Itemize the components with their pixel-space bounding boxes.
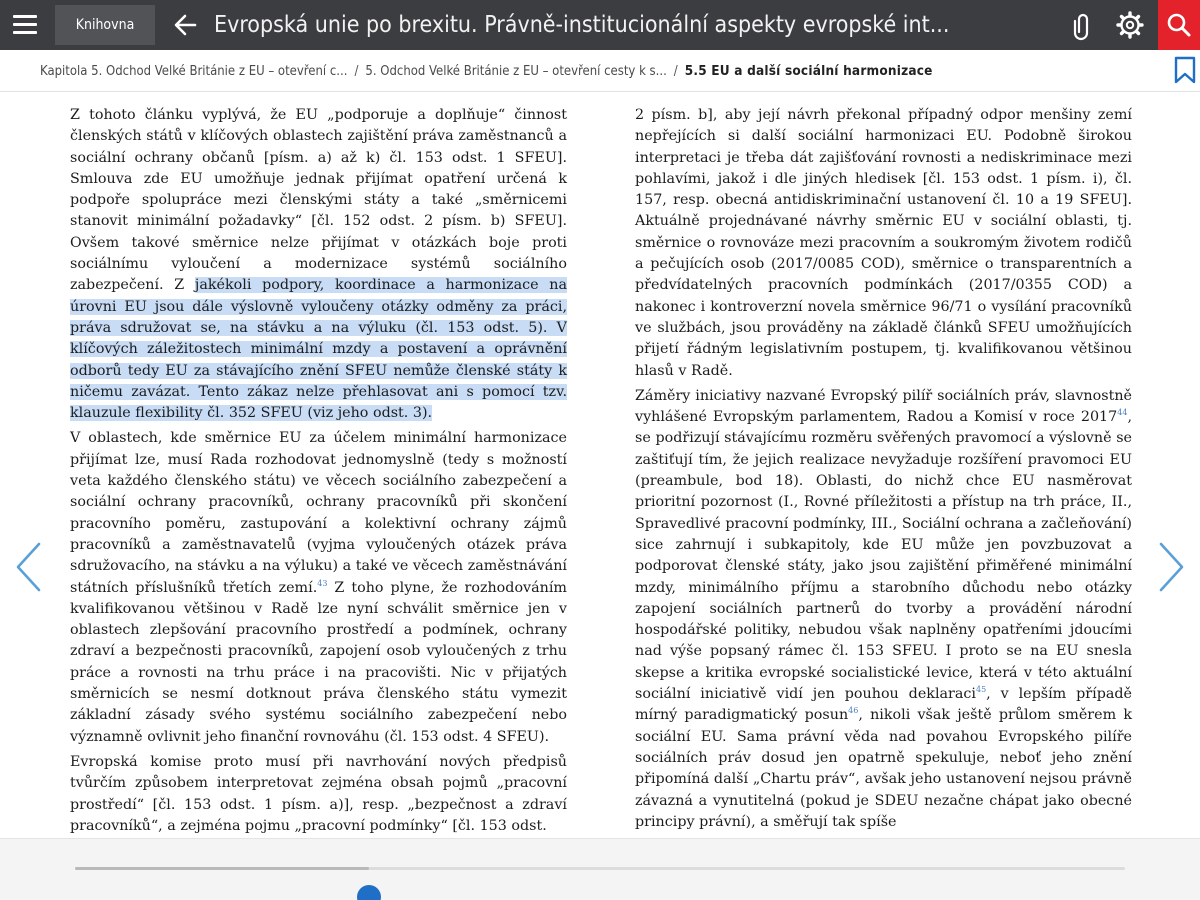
text-segment: V oblastech, kde směrnice EU za účelem minimální harmonizace přijímat lze, musí Rada rozhodovat jednomyslně (tedy s možností veta každého členského státu) ve věcech sociálního zabezpečení a sociální ochrany pracovníků, ochrany pracovníků při skončení pracovního poměru, zastupování a kolektivní ochrany zájmů pracovníků a zaměstnavatelů (vyjma vyloučených otázek práva sdružovacího, na stávku a na výluku) a také ve věcech zaměstnávání státních příslušníků třetích zemí. [70,430,567,596]
book-title: Evropská unie po brexitu. Právně-institucionální aspekty evropské int... [214,12,950,38]
breadcrumb-item-section[interactable]: 5. Odchod Velké Británie z EU – otevření cesty k s... [365,64,667,79]
text-column-right[interactable] [635,105,1132,837]
library-button[interactable]: Knihovna [55,5,155,45]
breadcrumb [0,50,1200,92]
footnote-marker[interactable]: 45 [975,685,987,695]
settings-button[interactable] [1110,5,1150,45]
reading-progress-slider[interactable] [75,867,1125,870]
bookmark-icon [1172,55,1198,85]
text-segment: Evropská komise proto musí při navrhování nových předpisů tvůrčím způsobem interpretovat zejména obsah pojmů „pracovní prostředí“ [čl. 153 odst. 1 písm. a)], resp. „bezpečnost a zdraví pracovníků“, a zejména pojmu „pracovní podmínky“ [čl. 153 odst. [70,753,567,834]
chevron-left-icon [10,539,46,595]
previous-page-button[interactable] [10,539,46,595]
footnote-marker[interactable]: 43 [317,578,328,588]
footnote-marker[interactable]: 44 [1117,408,1128,418]
back-arrow-icon [166,5,206,45]
bottom-bar [0,838,1200,900]
text-segment: 2 písm. b], aby její návrh překonal případný odpor menšiny zemí nepřejících si další sociální harmonizaci EU. Podobně širokou interpretaci je třeba dát zajišťování rovnosti a nediskriminace mezi pohlavími, jakož i dle jiných hledisek [čl. 153 odst. 1 písm. i), čl. 157, resp. obecná antidiskriminační ustanovení čl. 10 a 19 SFEU]. Aktuálně projednávané návrhy směrnic EU v sociální oblasti, tj. směrnice o rovnováze mezi pracovním a soukromým životem rodičů a pečujících osob (2017/0085 COD), směrnice o transparentních a předvídatelných pracovních podmínkách (2017/0355 COD) a nakonec i kontroverzní novela směrnice 96/71 o vysílání pracovníků ve službách, jsou prováděny na základě článků SFEU umožňujících přijetí řádným legislativním postupem, tj. kvalifikovanou většinou hlasů v Radě. [635,107,1132,379]
text-segment: Z tohoto článku vyplývá, že EU „podporuje a doplňuje“ činnost členských států v klíčových oblastech zajištění práva zaměstnanců a sociální ochrany občanů [písm. a) až k) čl. 153 odst. 1 SFEU]. Smlouva zde EU umožňuje jednak přijímat opatření určená k podpoře spolupráce mezi členskými státy a také „směrnicemi stanovit minimální požadavky“ [čl. 152 odst. 2 písm. b) SFEU]. Ovšem takové směrnice nelze přijímat v otázkách boje proti sociálnímu vyloučení a modernizace systémů sociálního zabezpečení. Z [70,107,567,294]
breadcrumb-item-current: 5.5 EU a další sociální harmonizace [684,63,933,79]
footnote-marker[interactable]: 46 [848,706,859,716]
text-column-left[interactable] [70,105,567,838]
reading-area [0,93,1200,838]
menu-button[interactable] [0,0,50,50]
attachments-button[interactable] [1062,5,1102,45]
next-page-button[interactable] [1154,539,1190,595]
breadcrumb-separator: / [354,64,359,79]
bookmark-button[interactable] [1172,55,1198,85]
search-button[interactable] [1158,0,1200,50]
text-segment: Záměry iniciativy nazvané Evropský pilíř sociálních práv, slavnostně vyhlášené Evropským parlamentem, Radou a Komisí v roce 2017 [635,387,1132,426]
breadcrumb-item-chapter[interactable]: Kapitola 5. Odchod Velké Británie z EU – otevření c... [40,64,348,79]
search-icon [1158,0,1200,50]
text-segment: , nikoli však ještě průlom směrem k sociální EU. Sama právní věda nad povahou Evropského pilíře sociálních práv dosud jen opatrně spekuluje, neboť jeho znění připomíná další „Chartu práv“, avšak jeho ustanovení nejsou právně závazná a vynutitelná (pokud je SDEU nezačne chápat jako obecné principy právní), a směřují tak spíše [635,707,1132,830]
back-button[interactable] [166,5,206,45]
text-segment: Z toho plyne, že rozhodováním kvalifikovanou většinou v Radě lze nyní schválit směrnice jen v oblastech zlepšování pracovního prostředí a podmínek, ochrany zdraví a bezpečnosti pracovníků, zapojení osob vyloučených z trhu práce a rovnosti na trhu práce i na pracovišti. Nic v přijatých směrnicích se nesmí dotknout práva členského státu vymezit základní zásady svého systému sociálního zabezpečení nebo významně ovlivnit jeho finanční rovnováhu (čl. 153 odst. 4 SFEU). [70,579,567,745]
highlighted-text: jakékoli podpory, koordinace a harmonizace na úrovni EU jsou dále výslovně vyloučeny otázky odměny za práci, práva sdružovat se, na stávku a na výluku (čl. 153 odst. 5). V klíčových záležitostech minimální mzdy a postavení a oprávnění odborů tedy EU za stávajícího znění SFEU nemůže členské státy k ničemu zavázat. Tento zákaz nelze přehlasovat ani s pomocí tzv. klauzule flexibility čl. 352 SFEU (viz jeho odst. 3). [70,277,567,422]
progress-slider-thumb[interactable] [357,885,381,900]
paragraph [70,428,567,747]
text-segment: , se podřizují stávajícímu rozměru svěřených pravomocí a výslovně se zaštiťují tím, že jejich realizace nevyžaduje rozšíření pravomoci EU (preambule, bod 18). Oblasti, do nichž chce EU nasměrovat prioritní pozornost (I., Rovné příležitosti a přístup na trh práce, II., Spravedlivé pracovní podmínky, III., Sociální ochrana a začleňování) sice zahrnují i subkapitoly, kde EU může jen povzbuzovat a podporovat členské státy, jako jsou zajištění přiměřené minimální mzdy, minimálního příjmu a starobního důchodu nebo otázky zapojení sociálních partnerů do tvorby a provádění národní hospodářské politiky, nebudou však naplněny opatřeními jdoucími nad výše popsaný rámec čl. 153 SFEU. I proto se na EU snesla skepse a kritika evropské socialistické levice, která v této aktuální sociální iniciativě vidí jen pouhou deklaraci [635,409,1132,703]
paragraph [70,752,567,837]
paperclip-icon [1062,5,1102,45]
paragraph [635,386,1132,833]
progress-fill [75,867,369,870]
breadcrumb-separator: / [673,64,678,79]
text-segment: , v lepším případě mírný paradigmatický posun [635,686,1132,724]
paragraph [635,105,1132,382]
gear-icon [1110,5,1150,45]
chevron-right-icon [1154,539,1190,595]
top-toolbar [0,0,1200,50]
paragraph [70,105,567,424]
